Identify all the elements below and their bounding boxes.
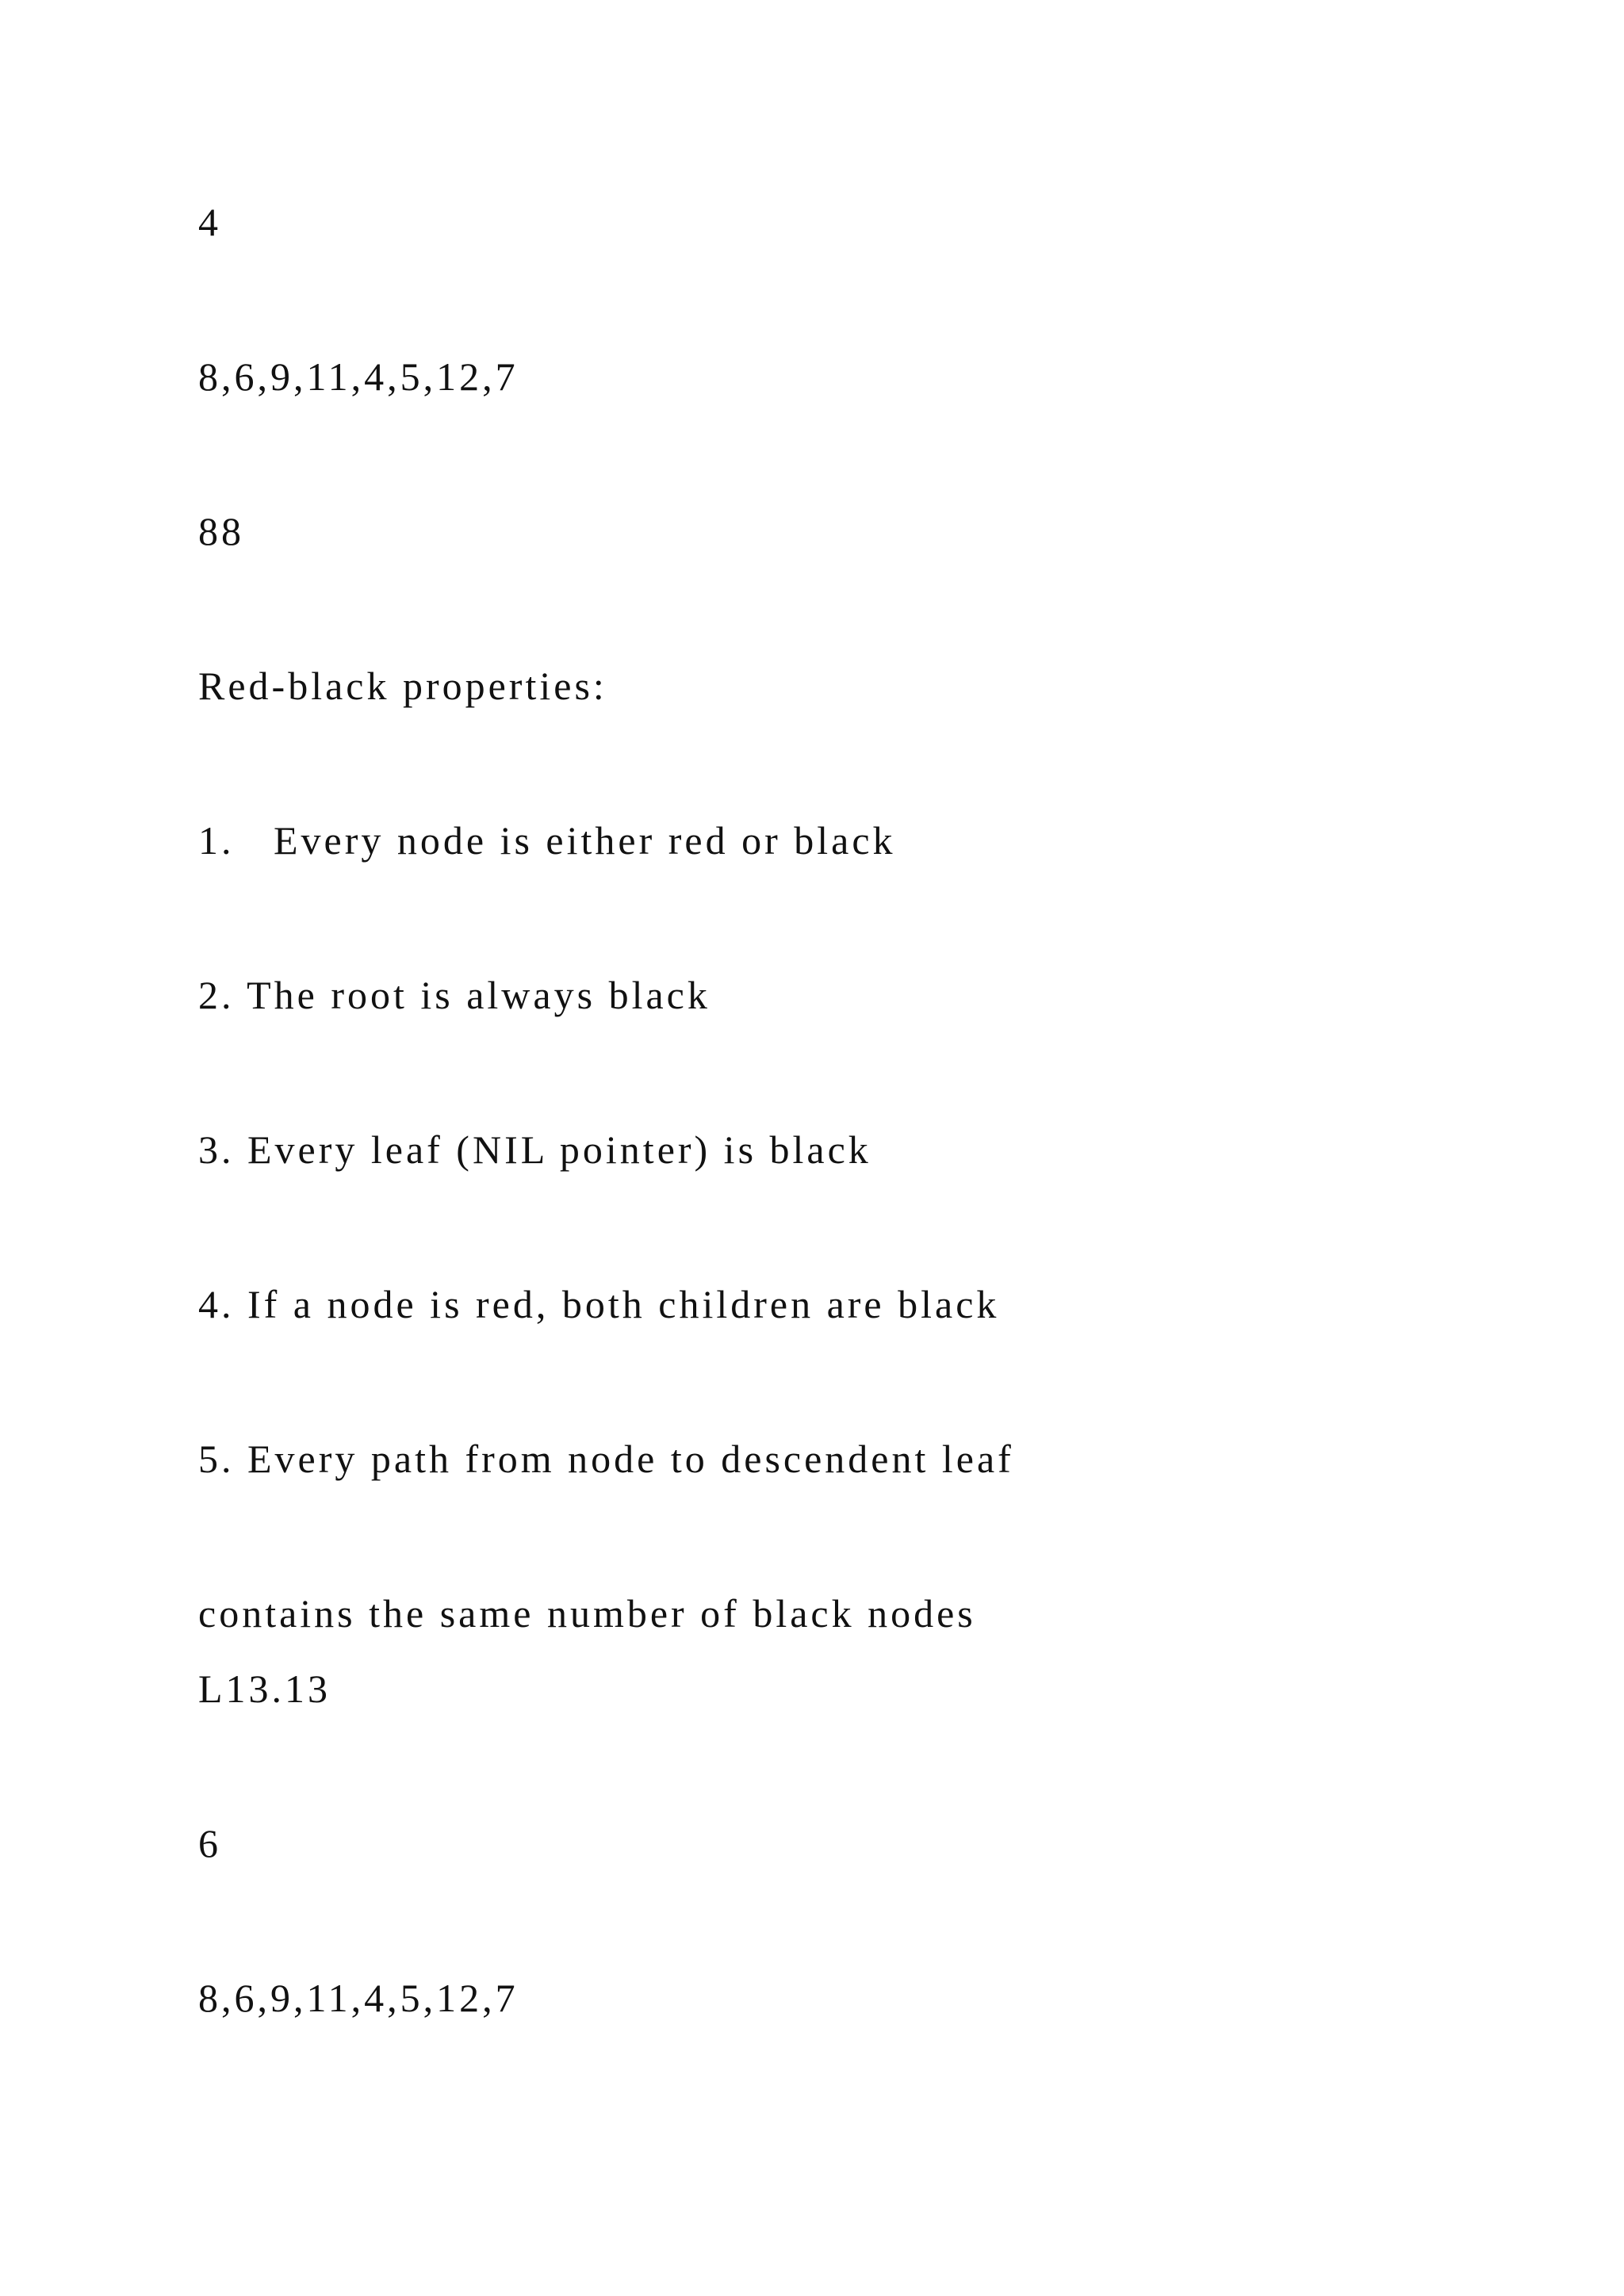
- page-number-label: 6: [198, 1821, 221, 1866]
- sequence-list: 8,6,9,11,4,5,12,7: [198, 1976, 519, 2020]
- property-item: 2. The root is always black: [198, 973, 710, 1017]
- property-item: 4. If a node is red, both children are black: [198, 1282, 1000, 1326]
- lecture-reference: L13.13: [198, 1667, 331, 1711]
- property-item: 5. Every path from node to descendent leaf: [198, 1437, 1014, 1481]
- page-number-label: 88: [198, 509, 244, 553]
- section-heading: Red-black properties:: [198, 664, 607, 708]
- property-item-continuation: contains the same number of black nodes: [198, 1591, 976, 1636]
- property-item: 3. Every leaf (NIL pointer) is black: [198, 1127, 871, 1172]
- property-item: 1. Every node is either red or black: [198, 818, 896, 863]
- page-number-label: 4: [198, 200, 221, 244]
- sequence-list: 8,6,9,11,4,5,12,7: [198, 354, 519, 399]
